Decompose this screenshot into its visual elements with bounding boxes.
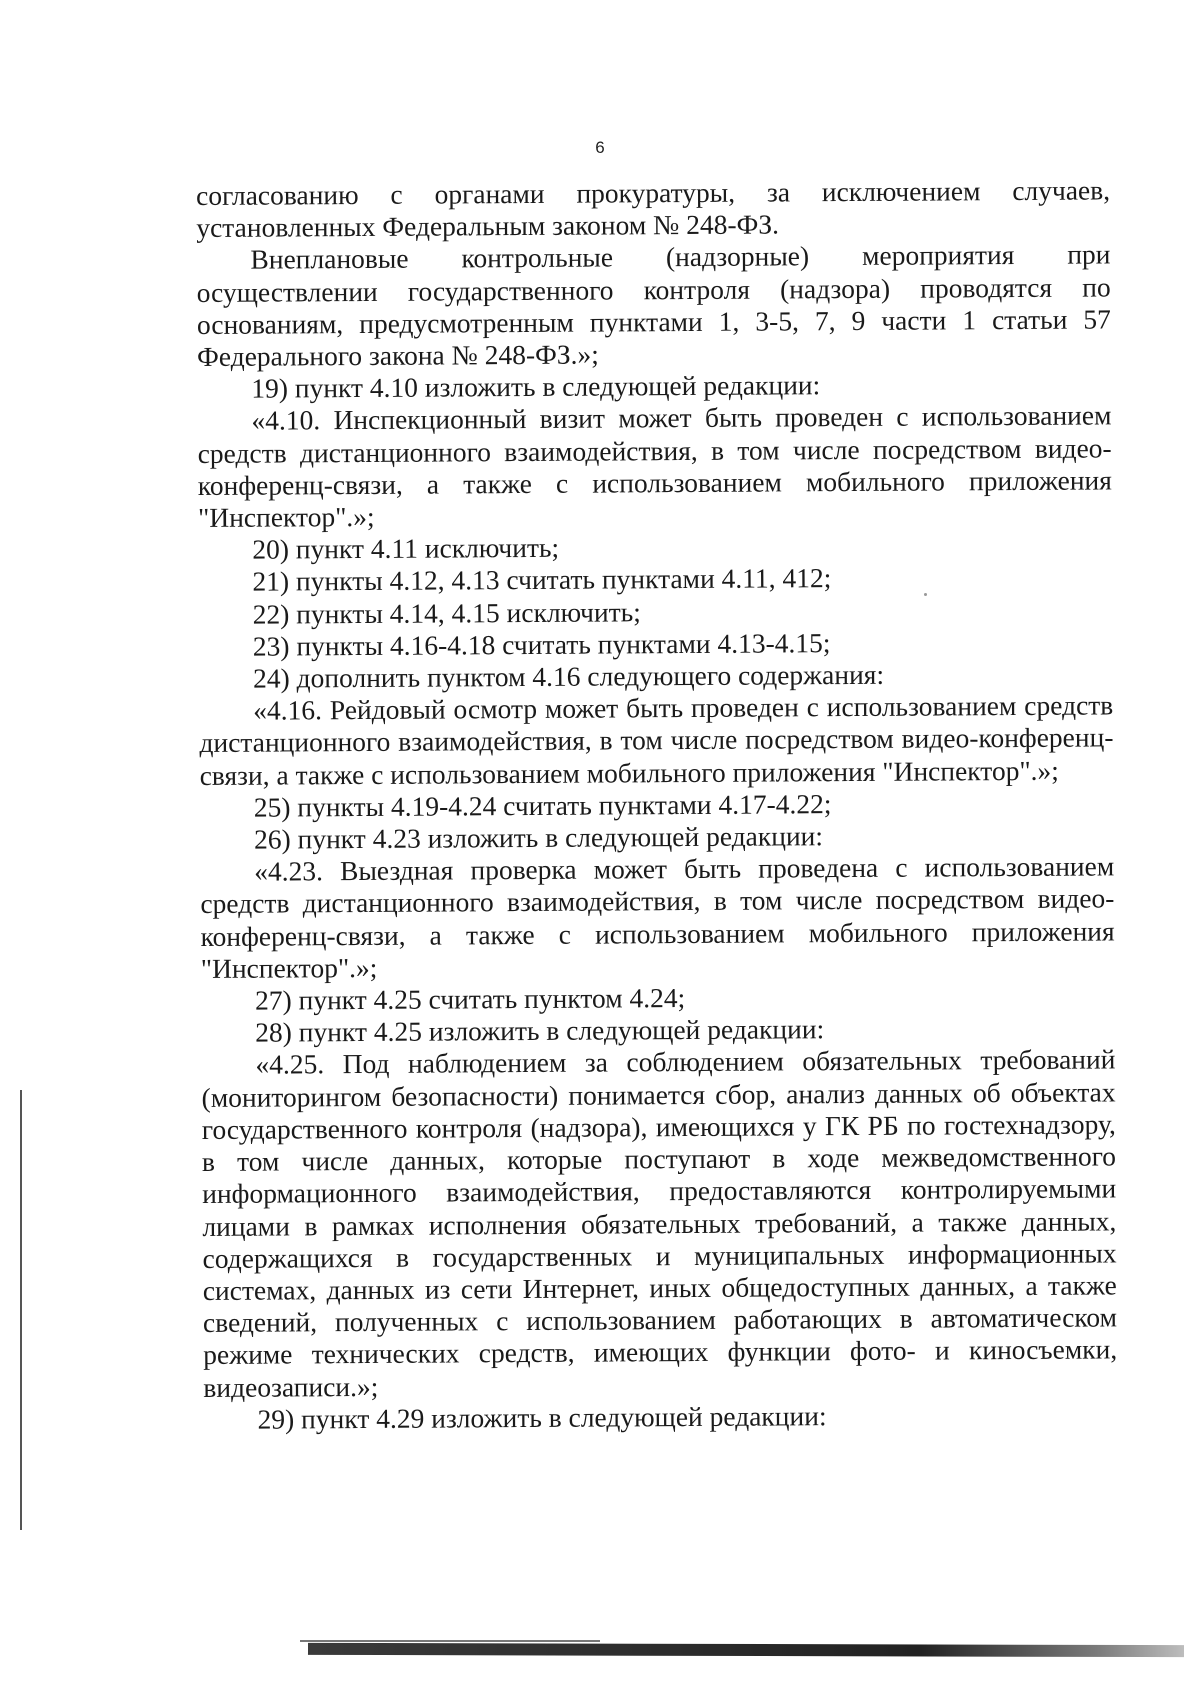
- paragraph-item-26: 26) пункт 4.23 изложить в следующей редакции:: [253, 820, 824, 855]
- page-number: 6: [595, 138, 605, 157]
- scan-bottom-bar: [308, 1643, 1184, 1657]
- scan-bottom-thin-line: [300, 1640, 600, 1642]
- paragraph-item-25: 25) пункты 4.19-4.24 считать пунктами 4.17-4.22;: [253, 787, 832, 823]
- paragraph-clause-4-10: «4.10. Инспекционный визит может быть проведен с использованием средств дистанционного взаимодействия, в том числе посредством видео-конференц-связи, а также с использованием мобильного приложения "Инспектор".»;: [197, 399, 1112, 534]
- paragraph-item-23: 23) пункты 4.16-4.18 считать пунктами 4.13-4.15;: [252, 626, 831, 662]
- document-body: [196, 174, 1118, 1435]
- paragraph-item-19: 19) пункт 4.10 изложить в следующей редакции:: [251, 369, 821, 404]
- paragraph-clause-4-16: «4.16. Рейдовый осмотр может быть проведен с использованием средств дистанционного взаимодействия, в том числе посредством видео-конференц-связи, а также с использованием мобильного приложения "Инспектор".»;: [199, 689, 1114, 791]
- paragraph-item-22: 22) пункты 4.14, 4.15 исключить;: [252, 595, 641, 630]
- paragraph-item-21: 21) пункты 4.12, 4.13 считать пунктами 4.11, 412;: [252, 562, 832, 598]
- scan-speck: [924, 593, 927, 596]
- paragraph-continuation: согласованию с органами прокуратуры, за исключением случаев, установленных Федеральным законом № 248-ФЗ.: [196, 174, 1111, 244]
- paragraph-clause-4-25: «4.25. Под наблюдением за соблюдением обязательных требований (мониторингом безопасности) понимается сбор, анализ данных об объектах государственного контроля (надзора), имеющихся у ГК РБ по гостехнадзору, в том числе данных, которые поступают в ходе межведомственного информационного взаимодействия, предоставляются контролируемыми лицами в рамках исполнения обязательных требований, а также данных, содержащихся в государственных и муниципальных информационных системах, данных из сети Интернет, иных общедоступных данных, а также сведений, полученных с использованием работающих в автоматическом режиме технических средств, имеющих функции фото- и киносъемки, видеозаписи.»;: [201, 1043, 1118, 1403]
- scan-edge-line: [20, 1090, 22, 1530]
- paragraph-item-29: 29) пункт 4.29 изложить в следующей редакции:: [257, 1399, 827, 1435]
- paragraph-clause-4-23: «4.23. Выездная проверка может быть проведена с использованием средств дистанционного взаимодействия, в том числе посредством видео-конференц-связи, а также с использованием мобильного приложения "Инспектор".»;: [200, 850, 1115, 984]
- paragraph-unscheduled-measures: Внеплановые контрольные (надзорные) мероприятия при осуществлении государственного контроля (надзора) проводятся по основаниям, предусмотренным пунктами 1, 3-5, 7, 9 части 1 статьи 57 Федерального закона № 248-ФЗ.»;: [196, 238, 1111, 373]
- paragraph-item-28: 28) пункт 4.25 изложить в следующей редакции:: [255, 1013, 825, 1048]
- paragraph-item-27: 27) пункт 4.25 считать пунктом 4.24;: [254, 982, 686, 1016]
- paragraph-item-24: 24) дополнить пунктом 4.16 следующего содержания:: [252, 658, 885, 694]
- paragraph-item-20: 20) пункт 4.11 исключить;: [252, 532, 560, 565]
